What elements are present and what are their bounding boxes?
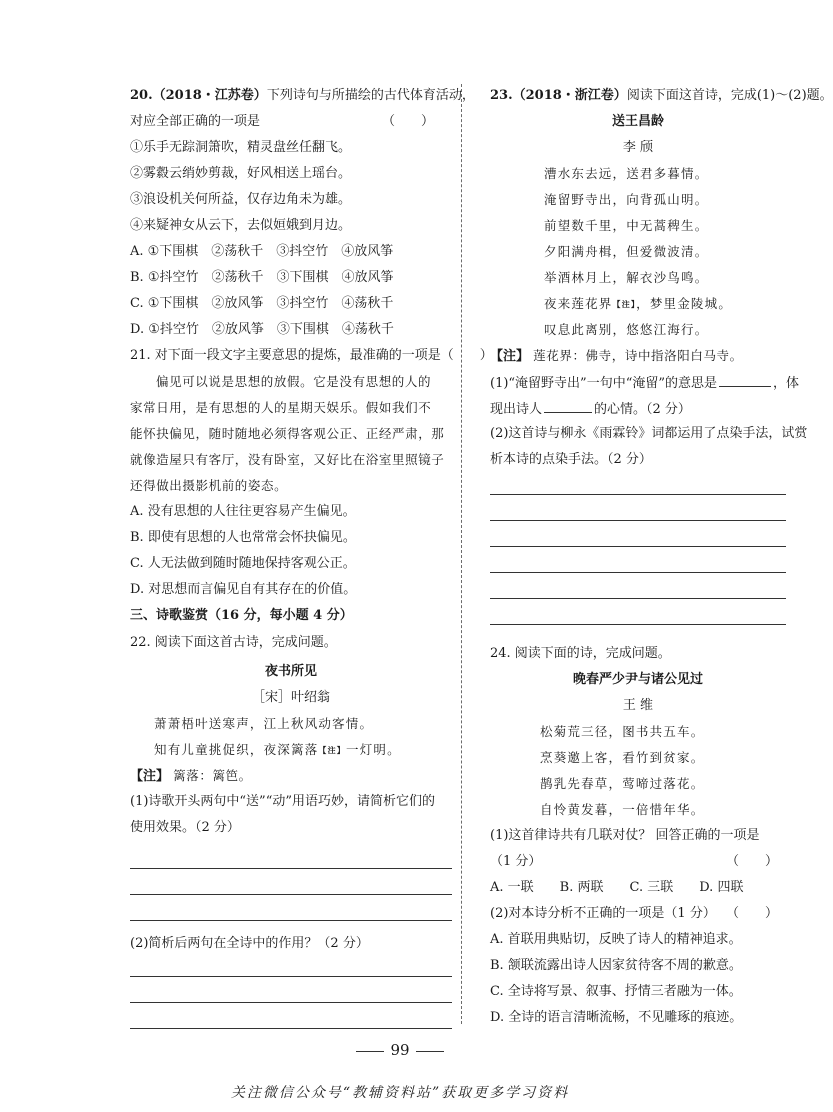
q23-poem-author: 李 颀 (622, 140, 654, 155)
q24-poem-line2: 烹葵邀上客，看竹到贫家。 (540, 750, 705, 765)
q23-note-text: 莲花界：佛寺，诗中指洛阳白马寺。 (533, 348, 743, 363)
q23-poem-line4: 夕阳满舟楫，但爱微波清。 (544, 244, 709, 259)
section-heading: 三、诗歌鉴赏（16 分，每小题 4 分） (130, 608, 353, 623)
q22-note (130, 768, 252, 785)
q20-stem-text: 下列诗句与所描绘的古代体育活动， (266, 88, 475, 103)
page-number (0, 1040, 800, 1060)
q22-sub2-answer-line2[interactable] (130, 1002, 452, 1003)
q24-poem-line3: 鹊乳先春草，莺啼过落花。 (540, 776, 705, 791)
q24-sub1-line2: （1 分） (490, 854, 542, 869)
q23-note-label: 【注】 (490, 349, 530, 364)
q22-poem-line2-text: 知有儿童挑促织，夜深篱落 (154, 742, 319, 757)
q22-poem-line2 (154, 742, 401, 758)
q23-sub1-blank1[interactable] (719, 374, 771, 387)
q23-sub1-text3: 的心情。（2 分） (594, 402, 691, 417)
q21-passage-line2: 家常日用，是有思想的人的星期天娱乐。假如我们不 (130, 400, 432, 415)
q22-poem-line2-end: 一灯明。 (346, 742, 401, 757)
page-number-text: 99 (390, 1041, 410, 1059)
q22-poem-title: 夜书所见 (264, 664, 317, 679)
q22-note-label: 【注】 (130, 769, 170, 784)
q21-passage-line3: 能怀抉偏见，随时随地必须得客观公正、正经严肃，那 (130, 426, 445, 441)
page-number-dash-right (416, 1051, 444, 1052)
q22-sub2: (2)简析后两句在全诗中的作用？（2 分） (130, 936, 369, 951)
q21-option-a: A. 没有思想的人往往更容易产生偏见。 (130, 504, 356, 519)
q21-passage-line1: 偏见可以说是思想的放假。它是没有思想的人的 (156, 374, 432, 389)
q23-poem-line6-text: 夜来莲花界 (544, 296, 613, 311)
q23-note (490, 348, 743, 365)
q24-poem-line1: 松菊荒三径，图书共五车。 (540, 724, 705, 739)
q23-sub1-text-end: ，体 (773, 376, 800, 391)
q20-item-1: ①乐手无踪洞箫吹，精灵盘丝任翻飞。 (130, 140, 352, 155)
q21-option-d: D. 对思想而言偏见自有其存在的价值。 (130, 582, 357, 597)
q23-answer-line5[interactable] (490, 598, 786, 599)
q23-sub1-text2: 现出诗人 (490, 402, 543, 417)
q23-answer-line1[interactable] (490, 494, 786, 495)
q22-sub1-answer-line1[interactable] (130, 868, 452, 869)
q20-stem-line2: 对应全部正确的一项是 (130, 114, 261, 129)
q20-option-a: A. ①下围棋 ②荡秋千 ③抖空竹 ④放风筝 (130, 244, 394, 259)
q24-option-d: D. 全诗的语言清晰流畅，不见雕琢的痕迹。 (490, 1010, 743, 1025)
q22-sub1-line2: 使用效果。（2 分） (130, 820, 240, 835)
q23-poem-line1: 漕水东去远，送君多暮情。 (544, 166, 709, 181)
q20-option-d: D. ①抖空竹 ②放风筝 ③下围棋 ④荡秋千 (130, 322, 394, 337)
q20-item-3: ③浪设机关何所益，仅存边角未为雄。 (130, 192, 352, 207)
q23-answer-line3[interactable] (490, 546, 786, 547)
q23-sub2-line2: 析本诗的点染手法。（2 分） (490, 452, 652, 467)
q22-note-text: 篱落：篱笆。 (173, 768, 252, 783)
q24-stem: 24. 阅读下面的诗，完成问题。 (490, 646, 671, 661)
q22-poem-author: ［宋］叶绍翁 (251, 690, 330, 705)
q22-poem-line1: 萧萧梧叶送寒声，江上秋风动客情。 (154, 716, 374, 731)
q22-sub2-answer-line3[interactable] (130, 1028, 452, 1029)
q23-answer-line2[interactable] (490, 520, 786, 521)
q23-poem-line3: 前望数千里，中无蒿稗生。 (544, 218, 709, 233)
q23-answer-line4[interactable] (490, 572, 786, 573)
q21-passage-line4: 就像造屋只有客厅，没有卧室，又好比在浴室里照镜子 (130, 452, 445, 467)
q23-stem-text: 阅读下面这首诗，完成(1)～(2)题。 (626, 88, 833, 103)
q24-poem-author: 王 维 (622, 698, 654, 713)
q21-passage-line5: 还得做出摄影机前的姿态。 (130, 478, 288, 493)
q20-stem-line1 (130, 88, 475, 104)
q23-note-marker: 【注】 (612, 299, 637, 309)
q24-poem-title: 晚春严少尹与诸公见过 (572, 672, 703, 687)
q23-sub2-line1: (2)这首诗与柳永《雨霖铃》词都运用了点染手法，试赏 (490, 426, 808, 441)
q23-poem-title: 送王昌龄 (611, 114, 664, 129)
q20-option-b: B. ①抖空竹 ②荡秋千 ③下围棋 ④放风筝 (130, 270, 394, 285)
q24-sub1-options: A. 一联 B. 两联 C. 三联 D. 四联 (490, 880, 744, 895)
q23-stem (490, 88, 833, 104)
q23-sub1-text: (1)“淹留野寺出”一句中“淹留”的意思是 (490, 376, 717, 391)
q24-option-c: C. 全诗将写景、叙事、抒情三者融为一体。 (490, 984, 742, 999)
q24-sub1-answer-bracket[interactable]: （ ） (726, 854, 779, 869)
q20-item-4: ④来疑神女从云下，去似姮娥到月边。 (130, 218, 352, 233)
q24-option-b: B. 颔联流露出诗人因家贫待客不周的歉意。 (490, 958, 742, 973)
column-divider (461, 84, 462, 1024)
q22-sub1-answer-line2[interactable] (130, 894, 452, 895)
q23-sub1-line2 (490, 400, 691, 418)
q21-option-b: B. 即使有思想的人也常常会怀抉偏见。 (130, 530, 356, 545)
q23-poem-line2: 淹留野寺出，向背孤山明。 (544, 192, 709, 207)
q22-note-marker: 【注】 (318, 745, 347, 755)
q23-poem-line7: 叹息此离别，悠悠江海行。 (544, 322, 709, 337)
q24-option-a: A. 首联用典贴切，反映了诗人的精神追求。 (490, 932, 742, 947)
q23-poem-line6-end: ，梦里金陵城。 (636, 296, 733, 311)
q21-option-c: C. 人无法做到随时随地保持客观公正。 (130, 556, 356, 571)
footer-watermark: 关注微信公众号“教辅资料站”获取更多学习资料 (230, 1085, 570, 1101)
q24-sub1-line1: (1)这首律诗共有几联对仗？ 回答正确的一项是 (490, 828, 760, 843)
page-number-dash-left (356, 1051, 384, 1052)
q22-sub1-line1: (1)诗歌开头两句中“送”“动”用语巧妙，请简析它们的 (130, 794, 435, 809)
q23-poem-line6 (544, 296, 732, 312)
q23-sub1-blank2[interactable] (544, 400, 592, 413)
q23-poem-line5: 举酒林月上，解衣沙鸟鸣。 (544, 270, 709, 285)
q21-stem: 21. 对下面一段文字主要意思的提炼，最准确的一项是（ ） (130, 348, 493, 363)
q22-stem: 22. 阅读下面这首古诗，完成问题。 (130, 635, 337, 650)
q24-poem-line4: 自怜黄发暮，一倍惜年华。 (540, 802, 705, 817)
q22-sub2-answer-line1[interactable] (130, 976, 452, 977)
q24-sub2-answer-bracket[interactable]: （ ） (726, 906, 779, 921)
q23-sub1-line1 (490, 374, 799, 392)
q24-sub2: (2)对本诗分析不正确的一项是（1 分） (490, 906, 716, 921)
q22-sub1-answer-line3[interactable] (130, 920, 452, 921)
q20-answer-bracket[interactable]: （ ） (382, 114, 435, 129)
q23-source: 23.（2018・浙江卷） (490, 88, 627, 103)
q20-option-c: C. ①下围棋 ②放风筝 ③抖空竹 ④荡秋千 (130, 296, 394, 311)
q20-source: 20.（2018・江苏卷） (130, 88, 267, 103)
q23-answer-line6[interactable] (490, 624, 786, 625)
q20-item-2: ②雾縠云绡妙剪裁，好风相送上瑶台。 (130, 166, 352, 181)
